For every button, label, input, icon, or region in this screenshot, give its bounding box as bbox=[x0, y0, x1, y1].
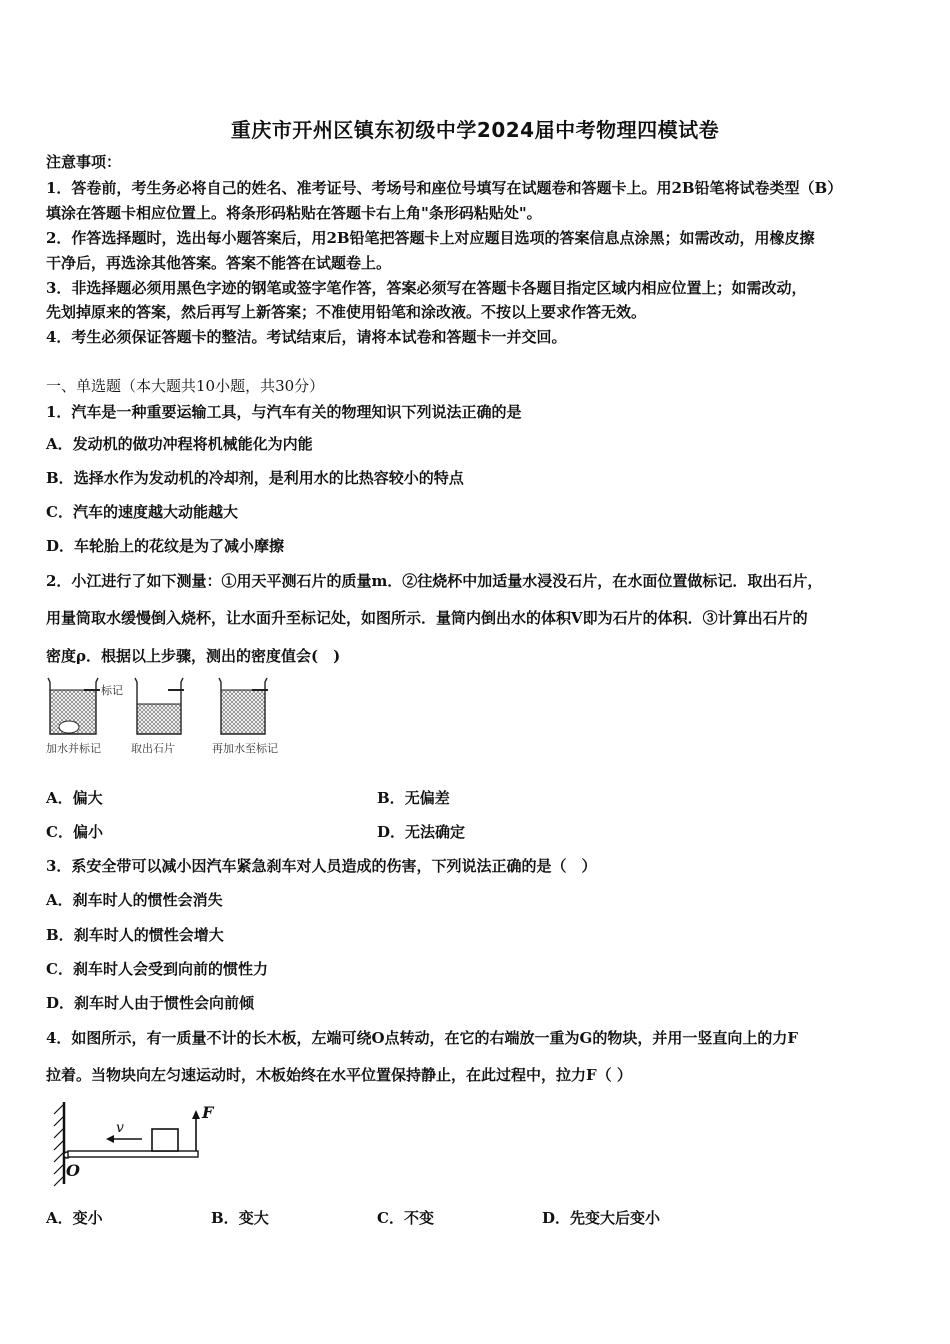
notice-line: 2．作答选择题时，选出每小题答案后，用2B铅笔把答题卡上对应题目选项的答案信息点涂黑；如需改动，用橡皮擦 bbox=[46, 229, 815, 247]
beaker-1 bbox=[48, 678, 100, 734]
beaker-caption: 取出石片 bbox=[131, 742, 175, 755]
q1-option-c: C．汽车的速度越大动能越大 bbox=[46, 503, 238, 521]
question-4-stem-line: 4．如图所示，有一质量不计的长木板，左端可绕O点转动，在它的右端放一重为G的物块，并用一竖直向上的力F bbox=[46, 1029, 798, 1047]
question-3-stem: 3．系安全带可以减小因汽车紧急刹车对人员造成的伤害，下列说法正确的是（ ） bbox=[46, 857, 597, 875]
q1-option-a: A．发动机的做功冲程将机械能化为内能 bbox=[46, 435, 313, 453]
notice-line: 4．考生必须保证答题卡的整洁。考试结束后，请将本试卷和答题卡一并交回。 bbox=[46, 328, 567, 346]
q3-option-b: B．刹车时人的惯性会增大 bbox=[46, 926, 224, 944]
label-f: F bbox=[202, 1103, 214, 1122]
question-1-stem: 1．汽车是一种重要运输工具，与汽车有关的物理知识下列说法正确的是 bbox=[46, 403, 522, 421]
question-2-stem-line: 密度ρ．根据以上步骤，测出的密度值会( ) bbox=[46, 647, 341, 665]
label-o: O bbox=[66, 1161, 80, 1180]
question-4-stem-line: 拉着。当物块向左匀速运动时，木板始终在水平位置保持静止，在此过程中，拉力F（ ） bbox=[46, 1066, 632, 1084]
question-2-stem-line: 2．小江进行了如下测量：①用天平测石片的质量m．②往烧杯中加适量水浸没石片，在水面位置做标记．取出石片， bbox=[46, 572, 823, 590]
notice-line: 干净后，再选涂其他答案。答案不能答在试题卷上。 bbox=[46, 254, 392, 272]
stone bbox=[59, 721, 79, 733]
q2-option-c: C．偏小 bbox=[46, 823, 103, 841]
block bbox=[152, 1129, 178, 1151]
notice-line: 填涂在答题卡相应位置上。将条形码粘贴在答题卡右上角"条形码粘贴处"。 bbox=[46, 204, 542, 222]
q2-option-b: B．无偏差 bbox=[377, 789, 450, 807]
q4-option-a: A．变小 bbox=[46, 1209, 103, 1227]
lever-figure bbox=[44, 1096, 224, 1188]
notice-line: 3．非选择题必须用黑色字迹的钢笔或签字笔作答，答案必须写在答题卡各题目指定区域内相应位置上；如需改动， bbox=[46, 279, 807, 297]
q1-option-d: D．车轮胎上的花纹是为了减小摩擦 bbox=[46, 537, 285, 555]
q4-option-d: D．先变大后变小 bbox=[542, 1209, 661, 1227]
page-title: 重庆市开州区镇东初级中学2024届中考物理四模试卷 bbox=[230, 118, 720, 142]
mark-label: 标记 bbox=[101, 684, 123, 697]
q2-option-d: D．无法确定 bbox=[377, 823, 466, 841]
beaker-2 bbox=[135, 678, 184, 734]
beaker-caption: 加水并标记 bbox=[46, 742, 101, 755]
q2-option-a: A．偏大 bbox=[46, 789, 103, 807]
section-heading: 一、单选题（本大题共10小题，共30分） bbox=[46, 377, 325, 395]
label-v: v bbox=[116, 1120, 124, 1136]
notice-heading: 注意事项： bbox=[46, 153, 122, 171]
board bbox=[68, 1151, 198, 1157]
notice-line: 先划掉原来的答案，然后再写上新答案；不准使用铅笔和涂改液。不按以上要求作答无效。 bbox=[46, 303, 647, 321]
q4-option-b: B．变大 bbox=[211, 1209, 269, 1227]
notice-line: 1．答卷前，考生务必将自己的姓名、准考证号、考场号和座位号填写在试题卷和答题卡上。用2B铅笔将试卷类型（B） bbox=[46, 179, 843, 197]
q3-option-d: D．刹车时人由于惯性会向前倾 bbox=[46, 994, 255, 1012]
beaker-caption: 再加水至标记 bbox=[212, 742, 278, 755]
q4-option-c: C．不变 bbox=[377, 1209, 434, 1227]
q1-option-b: B．选择水作为发动机的冷却剂，是利用水的比热容较小的特点 bbox=[46, 469, 464, 487]
q3-option-a: A．刹车时人的惯性会消失 bbox=[46, 891, 223, 909]
beaker-figure bbox=[44, 674, 304, 760]
q3-option-c: C．刹车时人会受到向前的惯性力 bbox=[46, 960, 268, 978]
beaker-3 bbox=[219, 678, 268, 734]
question-2-stem-line: 用量筒取水缓慢倒入烧杯，让水面升至标记处，如图所示．量筒内倒出水的体积V即为石片的体积．③计算出石片的 bbox=[46, 609, 808, 627]
